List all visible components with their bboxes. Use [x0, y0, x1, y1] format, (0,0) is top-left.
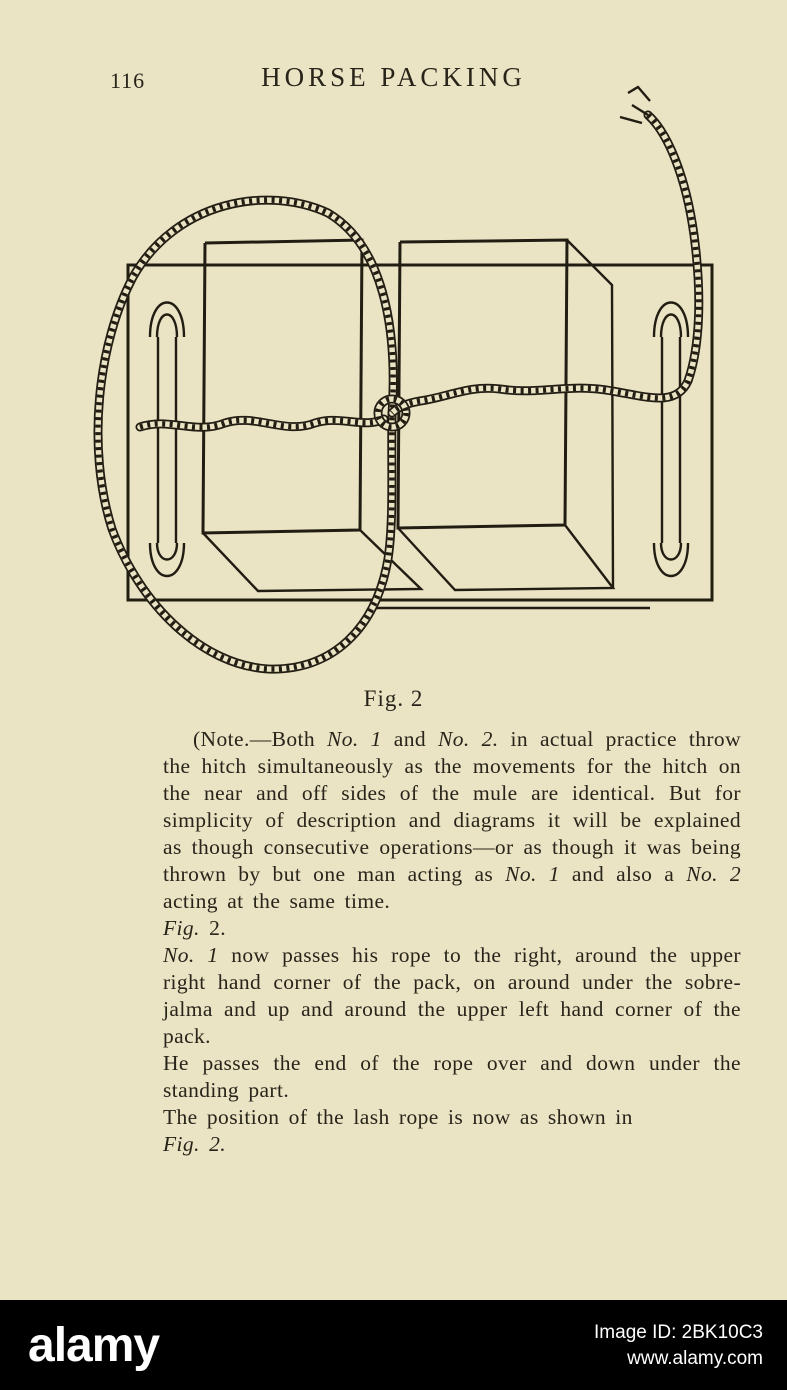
fig-reference: Fig. 2.: [163, 1132, 227, 1156]
left-cinch-strap: [150, 303, 184, 577]
text-segment: (Note.—Both: [193, 727, 328, 751]
text-segment: The position of the lash rope is now as shown in: [163, 1105, 633, 1129]
alamy-logo: alamy: [28, 1319, 160, 1372]
no1-reference: No. 1: [327, 727, 382, 751]
body-text: [163, 726, 741, 1158]
text-segment: in actual practice throw the hitch simultaneously as the movements for the hitch on the near and off sides of the mule are identical. But for simplicity of description and diagrams it will be explained as though consecutive operations—or as though it was being thrown by but one man acting as: [163, 727, 742, 886]
image-id: Image ID: 2BK10C3: [594, 1322, 763, 1343]
watermark-details: [594, 1320, 763, 1372]
page-number: 116: [110, 68, 146, 93]
fig-reference: Fig.: [163, 916, 200, 940]
figure-caption: Fig. 2: [363, 686, 424, 711]
no2-reference: No. 2.: [437, 727, 499, 751]
right-pack-box: [398, 240, 613, 590]
paragraph-1: [163, 942, 741, 1050]
paragraph-3: [163, 1104, 741, 1158]
note-paragraph: [163, 726, 741, 915]
right-cinch-strap: [654, 303, 688, 577]
text-segment: now passes his rope to the right, around the upper right hand corner of the pack, on around under the sobre-jalma and up and around the upper left hand corner of the pack.: [163, 943, 741, 1048]
figure-margin-label: [163, 915, 741, 942]
page-title: HORSE PACKING: [261, 62, 526, 92]
no2-reference: No. 2: [686, 862, 741, 886]
alamy-watermark-bar: [0, 1300, 787, 1390]
paragraph-2: He passes the end of the rope over and down under the standing part.: [163, 1051, 741, 1102]
lash-rope-standing-part: [392, 87, 699, 413]
text-segment: acting at the same time.: [163, 889, 391, 913]
text-segment: and: [381, 727, 438, 751]
text-segment: 2.: [199, 916, 227, 940]
no1-reference: No. 1: [505, 862, 560, 886]
text-segment: and also a: [559, 862, 687, 886]
alamy-url: www.alamy.com: [627, 1348, 763, 1369]
pack-hitch-diagram: [0, 85, 787, 685]
pack-board: [128, 265, 712, 608]
no1-reference: No. 1: [163, 943, 219, 967]
